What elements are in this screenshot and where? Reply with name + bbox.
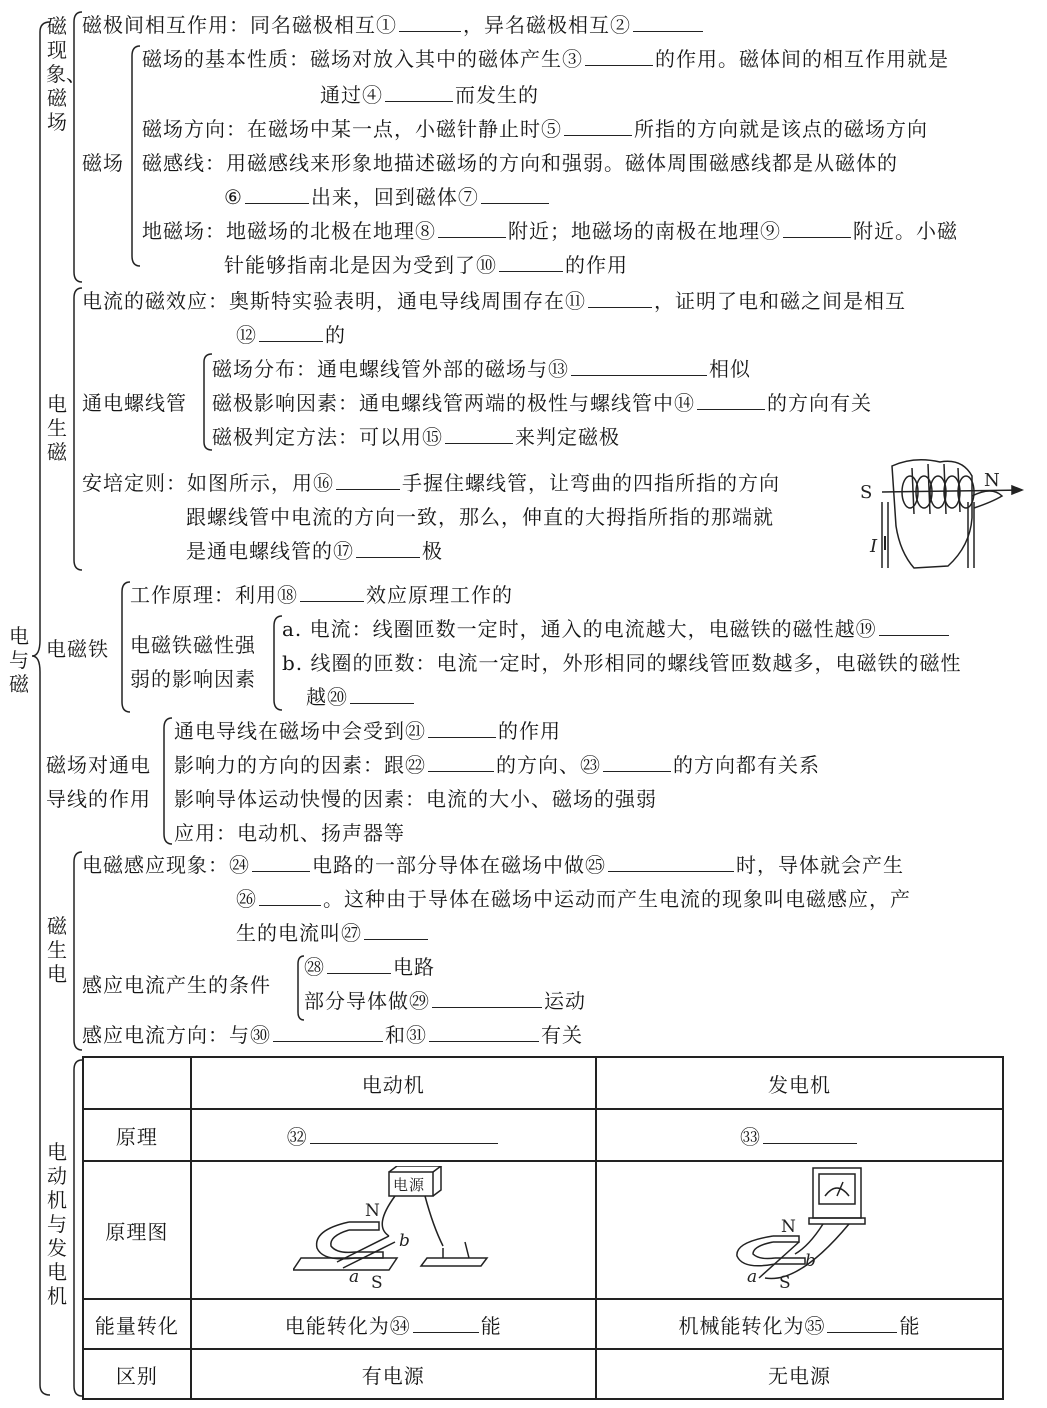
blank-12[interactable]	[259, 323, 323, 342]
blank-30[interactable]	[273, 1023, 383, 1042]
motor-s-label: S	[371, 1272, 384, 1290]
blank-11[interactable]	[588, 289, 652, 308]
blank-7[interactable]	[481, 185, 549, 204]
solenoid-label: 通电螺线管	[82, 391, 187, 415]
generator-principle-cell: ㉝	[596, 1109, 1003, 1161]
force-line1: 通电导线在磁场中会受到㉑ 的作用	[174, 719, 561, 743]
generator-s-label: S	[779, 1272, 793, 1290]
earth-field-line2: 针能够指南北是因为受到了⑩ 的作用	[224, 253, 628, 277]
generator-diagram	[719, 1166, 879, 1290]
row-energy-label: 能量转化	[83, 1299, 191, 1349]
solenoid-factor: 磁极影响因素：通电螺线管两端的极性与螺线管中⑭ 的方向有关	[212, 391, 872, 415]
blank-25[interactable]	[608, 853, 734, 872]
blank-17[interactable]	[356, 539, 420, 558]
oersted-line1: 电流的磁效应：奥斯特实验表明，通电导线周围存在⑪ ，证明了电和磁之间是相互	[82, 289, 906, 313]
table-section-label: 电动机与发电机	[47, 1140, 67, 1308]
force-section-label-1: 磁场对通电	[46, 753, 151, 777]
generator-diff-cell: 无电源	[596, 1349, 1003, 1399]
induction-cond1: ㉘ 电路	[304, 955, 435, 979]
blank-29[interactable]	[432, 989, 542, 1008]
blank-33[interactable]	[763, 1125, 857, 1144]
magnet-section-label: 磁现象、磁场	[46, 14, 86, 134]
fig-n-label: N	[984, 470, 1000, 491]
blank-6[interactable]	[245, 185, 309, 204]
motor-diagram-cell	[191, 1161, 596, 1299]
generator-n-label: N	[781, 1216, 798, 1237]
ampere-line2: 跟螺线管中电流的方向一致，那么，伸直的大拇指所指的那端就	[186, 505, 774, 529]
root-label: 电与磁	[9, 624, 29, 696]
force-section-label-2: 导线的作用	[46, 787, 151, 811]
motor-diff-cell: 有电源	[191, 1349, 596, 1399]
induction-line2: ㉖ 。这种由于导体在磁场中运动而产生电流的现象叫电磁感应，产	[236, 887, 911, 911]
solenoid-distribution: 磁场分布：通电螺线管外部的磁场与⑬ 相似	[212, 357, 751, 381]
motor-generator-table	[82, 1056, 1004, 1400]
blank-9[interactable]	[783, 219, 851, 238]
blank-26[interactable]	[259, 887, 321, 906]
header-motor: 电动机	[191, 1057, 596, 1109]
blank-27[interactable]	[364, 921, 428, 940]
induction-section-label: 磁生电	[47, 914, 67, 986]
motor-power-label: 电源	[393, 1175, 426, 1194]
field-line-desc-1: 磁感线：用磁感线来形象地描述磁场的方向和强弱。磁体周围磁感线都是从磁体的	[142, 151, 898, 175]
generator-diagram-cell	[596, 1161, 1003, 1299]
fig-i-label: I	[870, 536, 878, 557]
force-line2: 影响力的方向的因素：跟㉒ 的方向、㉓ 的方向都有关系	[174, 753, 820, 777]
field-direction-line: 磁场方向：在磁场中某一点，小磁针静止时⑤ 所指的方向就是该点的磁场方向	[142, 117, 928, 141]
motor-n-label: N	[365, 1200, 382, 1221]
blank-20[interactable]	[350, 685, 414, 704]
electromagnet-section-label: 电磁铁	[46, 637, 109, 661]
field-line-desc-2: ⑥ 出来，回到磁体⑦	[224, 184, 551, 210]
fig-s-label: S	[860, 482, 873, 503]
row-diff-label: 区别	[83, 1349, 191, 1399]
blank-13[interactable]	[571, 357, 707, 376]
induction-line1: 电磁感应现象：㉔ 电路的一部分导体在磁场中做㉕ 时，导体就会产生	[82, 853, 904, 877]
blank-2[interactable]	[633, 13, 703, 32]
blank-16[interactable]	[336, 471, 400, 490]
blank-18[interactable]	[300, 583, 364, 602]
ampere-line3: 是通电螺线管的⑰ 极	[186, 539, 443, 563]
pole-interaction-line: 磁极间相互作用：同名磁极相互① ，异名磁极相互②	[82, 12, 705, 38]
blank-15[interactable]	[445, 425, 513, 444]
em-factor-b: b. 线圈的匝数：电流一定时，外形相同的螺线管匝数越多，电磁铁的磁性	[282, 651, 962, 675]
motor-principle-cell: ㉜	[191, 1109, 596, 1161]
blank-32[interactable]	[310, 1125, 498, 1144]
header-generator: 发电机	[596, 1057, 1003, 1109]
em-factor-label-2: 弱的影响因素	[130, 667, 256, 691]
em-principle-line: 工作原理：利用⑱ 效应原理工作的	[130, 583, 513, 607]
motor-energy-cell: 电能转化为㉞ 能	[191, 1299, 596, 1349]
induction-cond-label: 感应电流产生的条件	[82, 973, 271, 997]
force-line4: 应用：电动机、扬声器等	[174, 821, 405, 845]
motor-a-label: a	[349, 1266, 361, 1287]
induction-line3: 生的电流叫㉗	[236, 920, 430, 946]
induction-cond2: 部分导体做㉙ 运动	[304, 989, 586, 1013]
em-factor-b2: 越⑳	[306, 684, 416, 710]
blank-28[interactable]	[327, 955, 391, 974]
oersted-line2: ⑫ 的	[236, 323, 346, 347]
generator-a-label: a	[747, 1266, 759, 1287]
solenoid-method: 磁极判定方法：可以用⑮ 来判定磁极	[212, 425, 620, 449]
blank-24[interactable]	[252, 853, 310, 872]
blank-23[interactable]	[603, 753, 671, 772]
blank-22[interactable]	[428, 753, 494, 772]
blank-3[interactable]	[585, 47, 653, 66]
blank-34[interactable]	[413, 1314, 479, 1333]
blank-4[interactable]	[385, 83, 453, 102]
force-line3: 影响导体运动快慢的因素：电流的大小、磁场的强弱	[174, 787, 657, 811]
generator-b-label: b	[805, 1250, 818, 1271]
blank-31[interactable]	[429, 1023, 539, 1042]
field-property-line1: 磁场的基本性质：磁场对放入其中的磁体产生③ 的作用。磁体间的相互作用就是	[142, 47, 949, 71]
blank-10[interactable]	[499, 253, 563, 272]
motor-diagram	[293, 1166, 493, 1290]
blank-19[interactable]	[879, 617, 949, 636]
blank-1[interactable]	[399, 13, 461, 32]
blank-8[interactable]	[438, 219, 506, 238]
motor-b-label: b	[399, 1230, 412, 1251]
row-diagram-label: 原理图	[83, 1161, 191, 1299]
em-factor-a: a. 电流：线圈匝数一定时，通入的电流越大，电磁铁的磁性越⑲	[282, 616, 951, 642]
row-principle-label: 原理	[83, 1109, 191, 1161]
ampere-line1: 安培定则：如图所示，用⑯ 手握住螺线管，让弯曲的四指所指的方向	[82, 471, 780, 495]
blank-21[interactable]	[428, 719, 496, 738]
field-label: 磁场	[82, 151, 124, 175]
blank-14[interactable]	[697, 391, 765, 410]
blank-5[interactable]	[564, 117, 632, 136]
ampere-rule-figure	[852, 456, 1028, 576]
induction-direction: 感应电流方向：与㉚ 和㉛ 有关	[82, 1023, 583, 1047]
earth-field-line1: 地磁场：地磁场的北极在地理⑧ 附近；地磁场的南极在地理⑨ 附近。小磁	[142, 219, 958, 243]
generator-energy-cell: 机械能转化为㉟ 能	[596, 1299, 1003, 1349]
electro-section-label: 电生磁	[47, 392, 67, 464]
field-property-line2: 通过④ 而发生的	[320, 83, 539, 107]
em-factor-label-1: 电磁铁磁性强	[130, 633, 256, 657]
header-empty	[83, 1057, 191, 1109]
blank-35[interactable]	[827, 1314, 897, 1333]
